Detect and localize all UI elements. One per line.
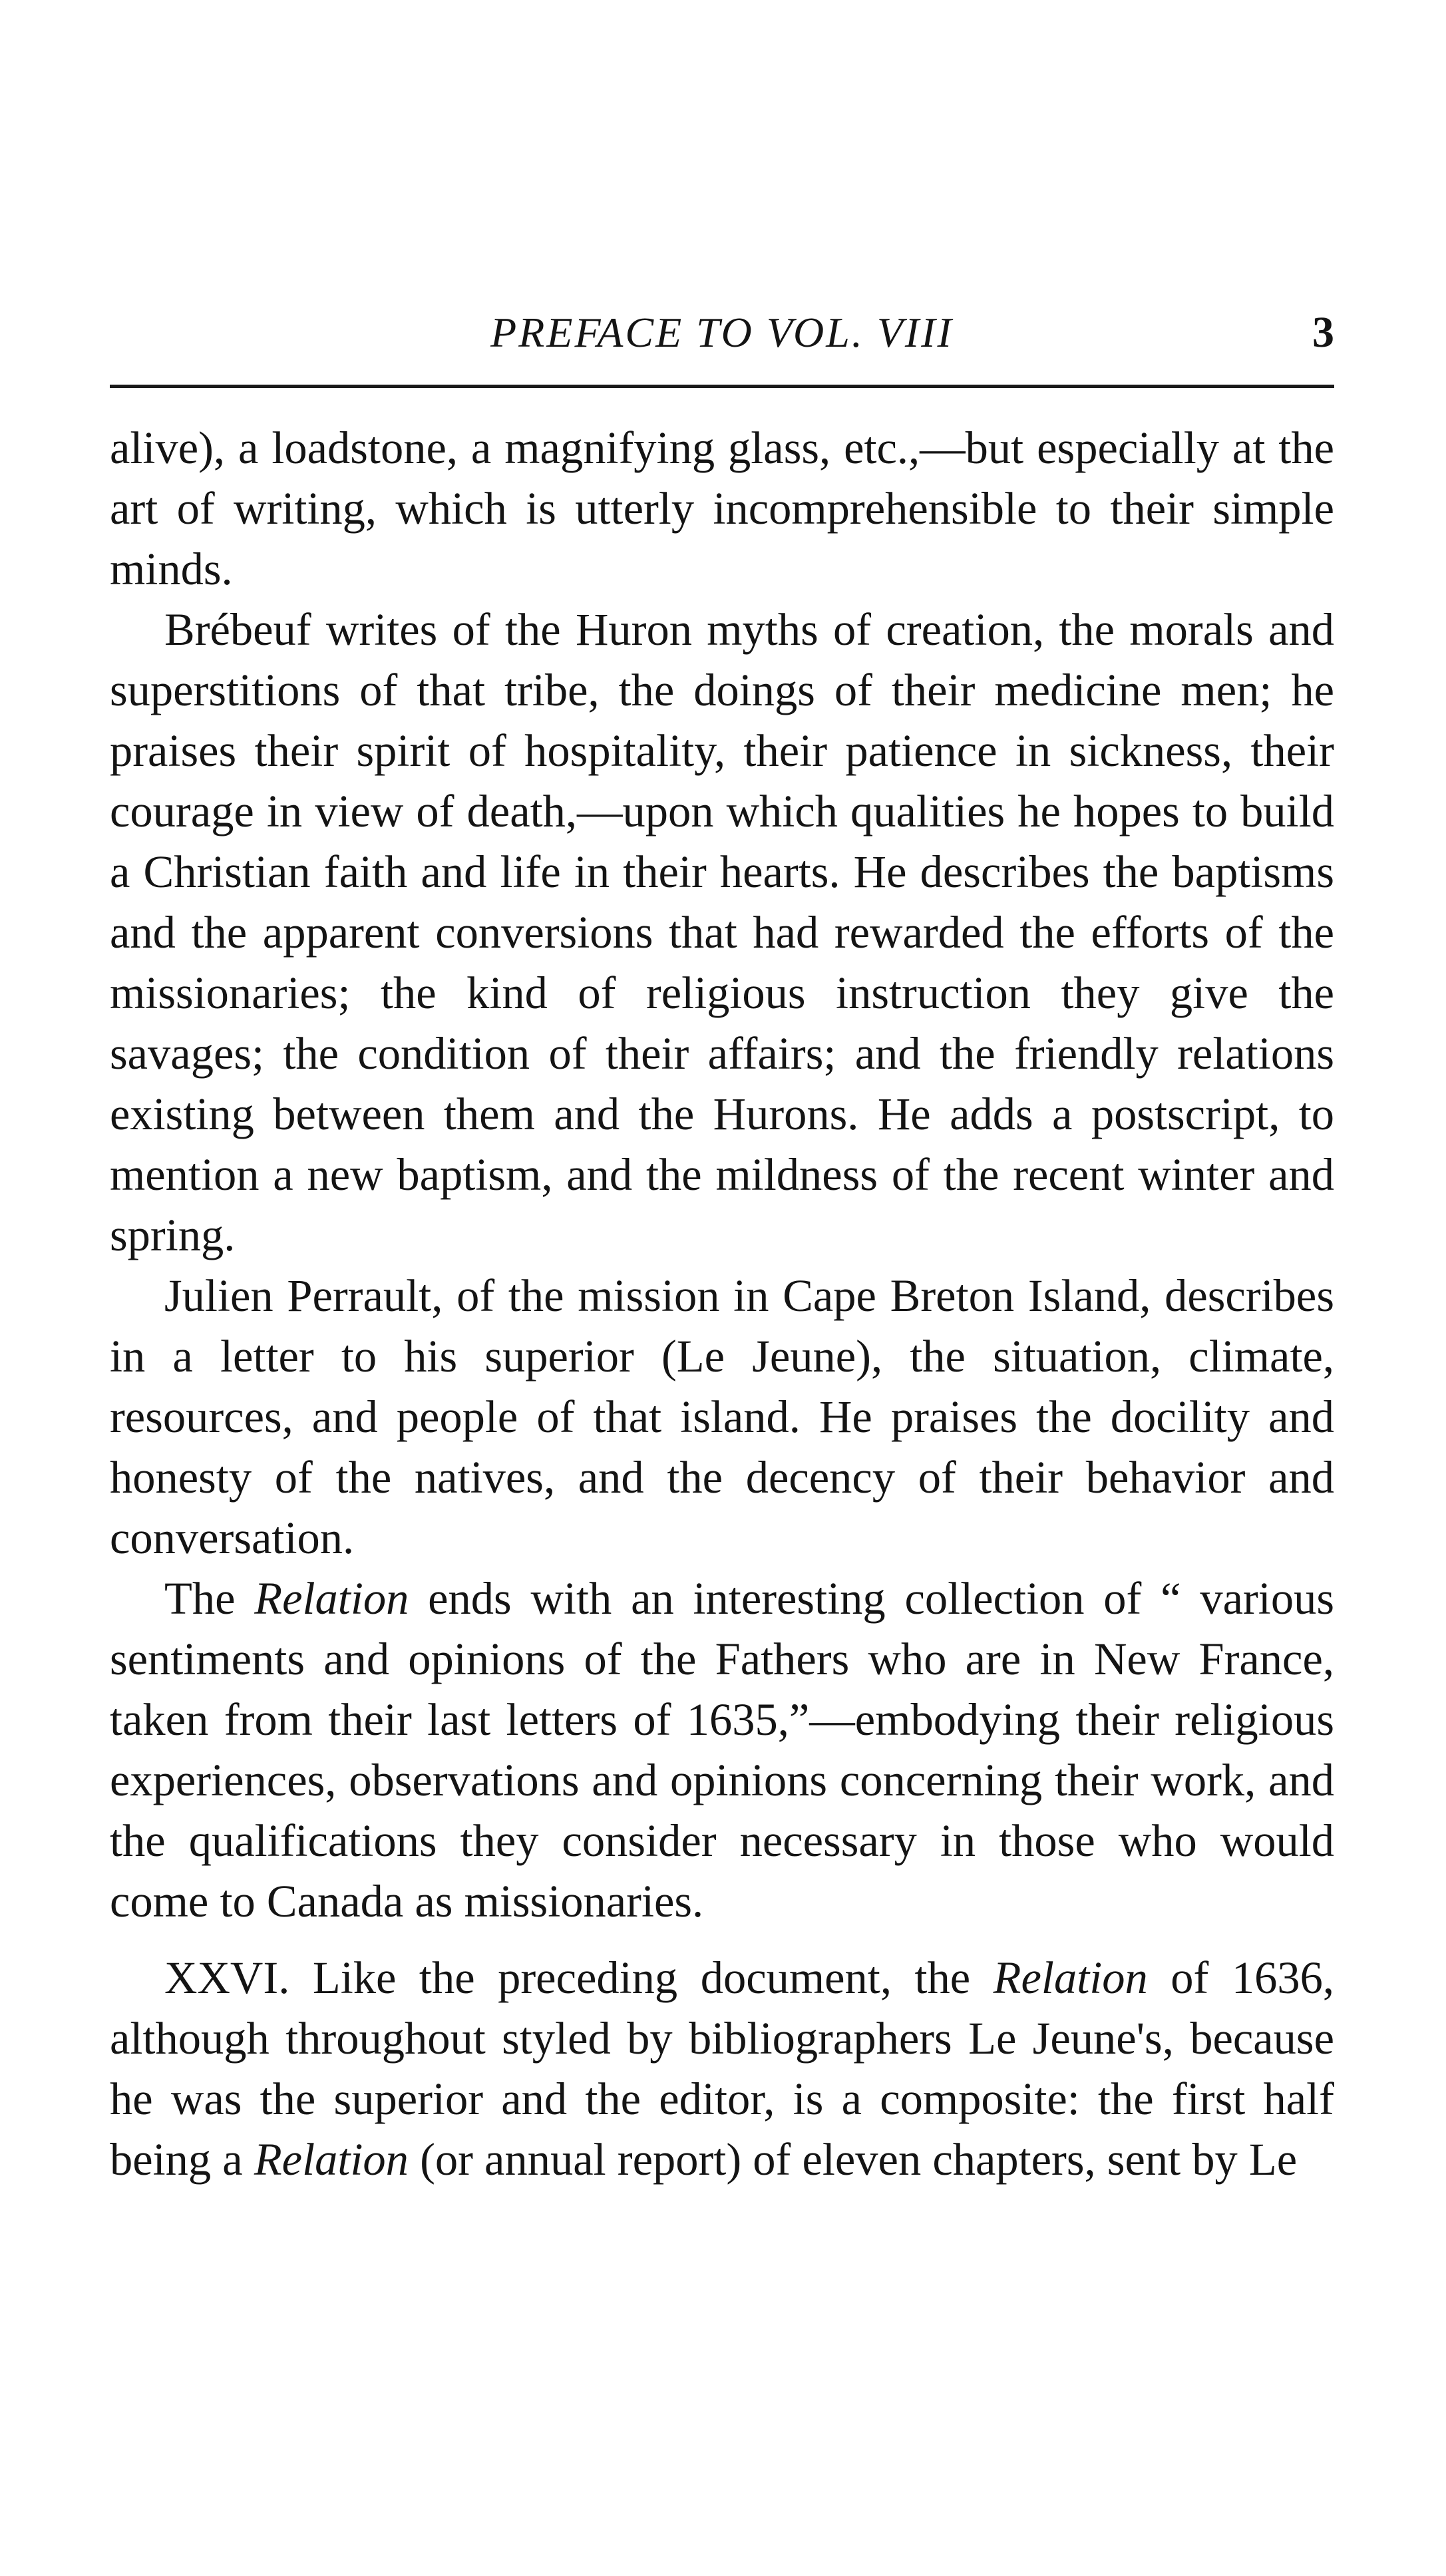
paragraph-relation-ends	[110, 1568, 1334, 1932]
text-segment: (or annual report) of eleven chapters, sent by Le	[408, 2134, 1298, 2185]
paragraph-xxvi	[110, 1948, 1334, 2190]
text-segment: The	[164, 1573, 255, 1624]
paragraph-perrault	[110, 1266, 1334, 1568]
text-segment: alive), a loadstone, a magnifying glass, etc.,—but especially at the art of writing, which is utterly incomprehensible to their simple minds.	[110, 423, 1334, 594]
italic-title: Relation	[254, 1573, 409, 1624]
page-number: 3	[1312, 308, 1334, 357]
paragraph-continuation	[110, 418, 1334, 600]
italic-title: Relation	[993, 1952, 1148, 2003]
text-segment: Brébeuf writes of the Huron myths of creation, the morals and superstitions of that tribe, the doings of their medicine men; he praises their spirit of hospitality, their patience in sickness, their courage in view of death,—upon which qualities he hopes to build a Christian faith and life in their hearts. He describes the baptisms and the apparent conversions that had rewarded the efforts of the missionaries; the kind of religious instruction they give the savages; the condition of their affairs; and the friendly relations existing between them and the Hurons. He adds a postscript, to mention a new baptism, and the mildness of the recent winter and spring.	[110, 604, 1334, 1260]
header-rule	[110, 385, 1334, 388]
text-segment: Julien Perrault, of the mission in Cape Breton Island, describes in a letter to his superior (Le Jeune), the situation, climate, resources, and people of that island. He praises the docility and honesty of the natives, and the decency of their behavior and conversation.	[110, 1270, 1334, 1563]
running-head	[110, 303, 1334, 363]
text-segment: XXVI. Like the preceding document, the	[164, 1952, 994, 2003]
text-segment: of 1636, although throughout styled by bibliographers Le Jeune's, because he was the superior and the editor, is a composite: the first half being a	[110, 1952, 1334, 2185]
text-segment: ends with an interesting collection of “ various sentiments and opinions of the Fathers who are in New France, taken from their last letters of 1635,”—embodying their religious experiences, observations and opinions concerning their work, and the qualifications they consider necessary in those who would come to Canada as missionaries.	[110, 1573, 1334, 1927]
italic-title: Relation	[254, 2134, 409, 2185]
paragraph-brebeuf	[110, 600, 1334, 1266]
running-title: PREFACE TO VOL. VIII	[490, 309, 954, 356]
body-text	[110, 418, 1334, 2190]
